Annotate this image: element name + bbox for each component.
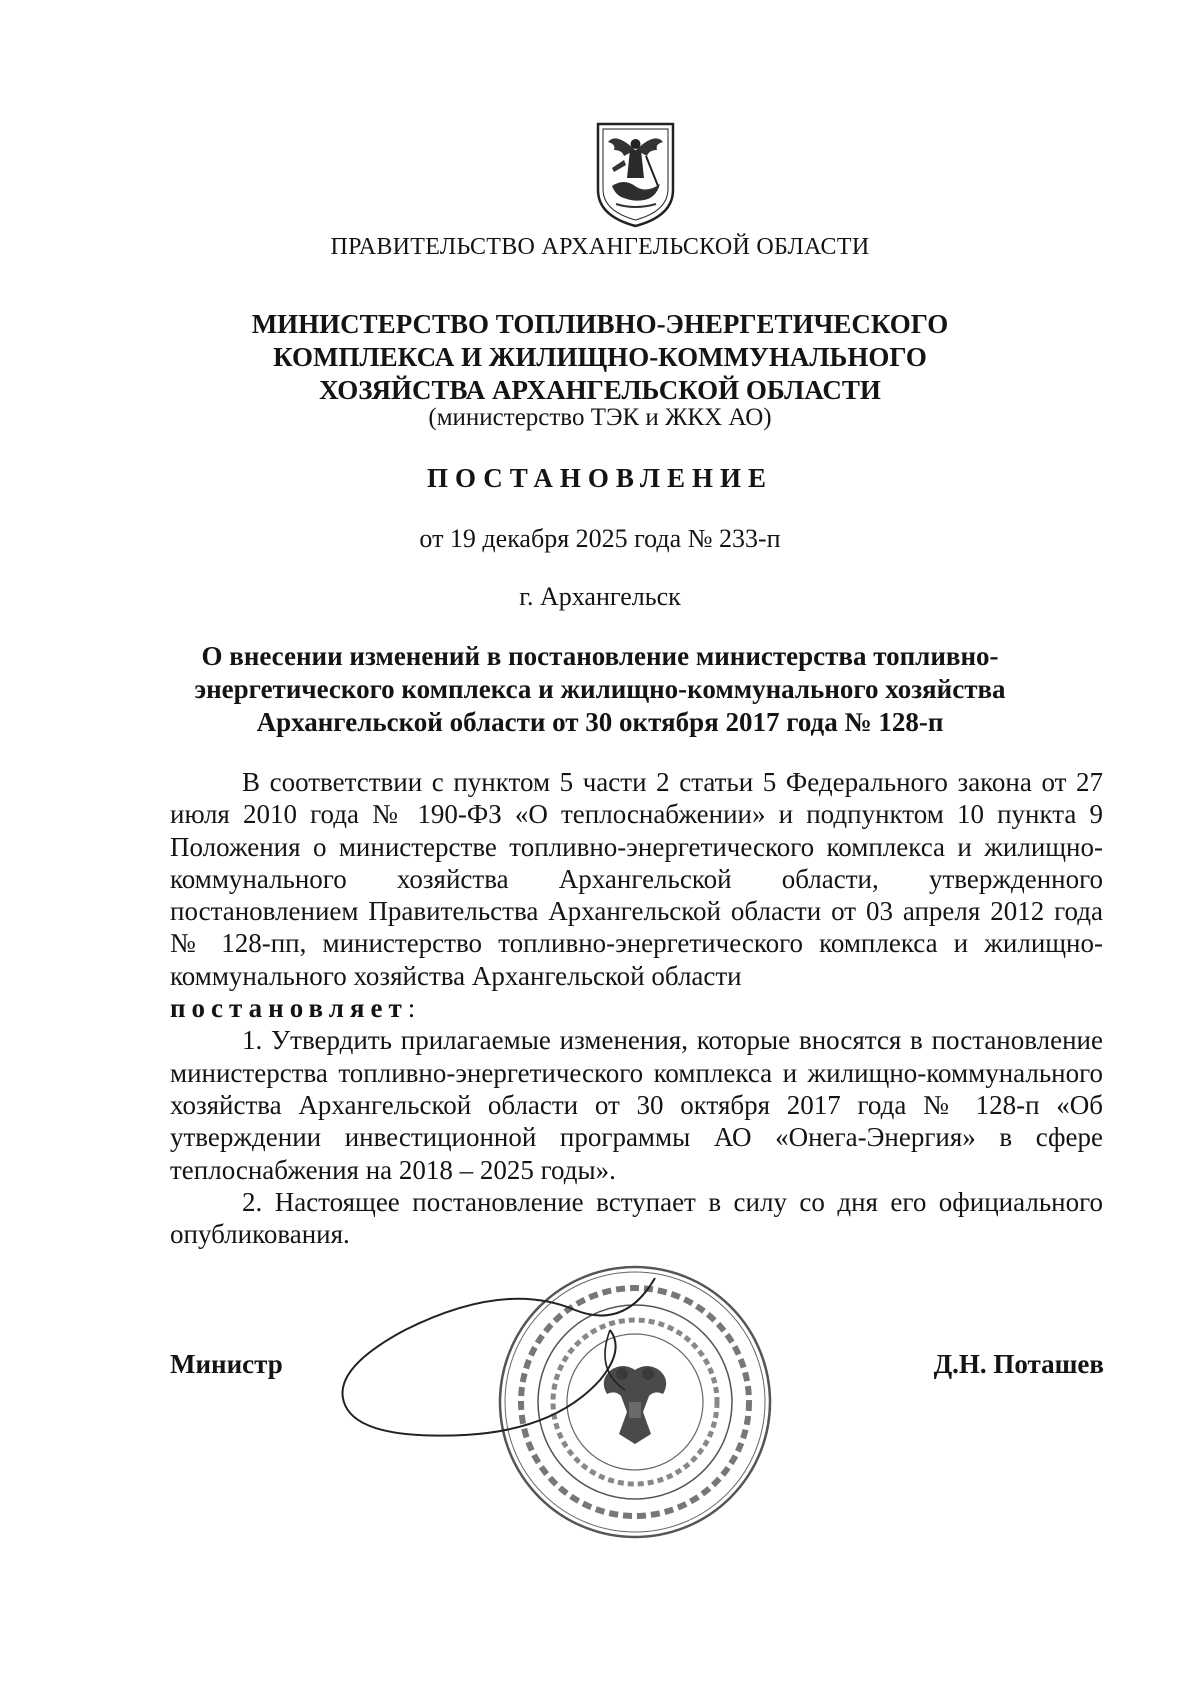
item-paragraph: 1. Утвердить прилагаемые изменения, которые вносятся в постановление министерства топливно-энергетического комплекса и жилищно-коммунального хозяйства Архангельской области от 30 октября 2017 года № 128-п «Об утверждении инвестиционной программы АО «Онега-Энергия» в сфере теплоснабжения на 2018 – 2025 годы». bbox=[170, 1025, 1103, 1185]
document-city: г. Архангельск bbox=[519, 582, 681, 611]
ministry-abbreviation: (министерство ТЭК и ЖКХ АО) bbox=[428, 404, 772, 431]
preamble-paragraph: В соответствии с пунктом 5 части 2 статьи 5 Федерального закона от 27 июля 2010 года № 190-ФЗ «О теплоснабжении» и подпунктом 10 пункта 9 Положения о министерстве топливно-энергетического комплекса и жилищно-коммунального хозяйства Архангельской области, утвержденного постановлением Правительства Архангельской области от 03 апреля 2012 года № 128-пп, министерство топливно-энергетического комплекса и жилищно-коммунального хозяйства Архангельской области bbox=[170, 767, 1103, 991]
ministry-title-line: МИНИСТЕРСТВО ТОПЛИВНО-ЭНЕРГЕТИЧЕСКОГО bbox=[251, 309, 949, 339]
subject-line: Архангельской области от 30 октября 2017 года № 128-п bbox=[256, 707, 944, 737]
document-body bbox=[170, 766, 1103, 1250]
signatory-name: Д.Н. Поташев bbox=[933, 1349, 1104, 1379]
subject-line: энергетического комплекса и жилищно-коммунального хозяйства bbox=[194, 674, 1006, 704]
subject-line: О внесении изменений в постановление министерства топливно- bbox=[201, 641, 999, 671]
document-date-number: от 19 декабря 2025 года № 233-п bbox=[419, 524, 781, 553]
signatory-position: Министр bbox=[170, 1349, 283, 1379]
resolves-colon: : bbox=[407, 993, 416, 1024]
government-title: ПРАВИТЕЛЬСТВО АРХАНГЕЛЬСКОЙ ОБЛАСТИ bbox=[330, 234, 870, 260]
ministry-title-line: ХОЗЯЙСТВА АРХАНГЕЛЬСКОЙ ОБЛАСТИ bbox=[319, 375, 881, 405]
item-paragraph: 2. Настоящее постановление вступает в силу со дня его официального опубликования. bbox=[170, 1186, 1103, 1250]
coat-of-arms-icon bbox=[594, 120, 677, 230]
resolves-word: постановляет bbox=[170, 993, 408, 1024]
ministry-title-line: КОМПЛЕКСА И ЖИЛИЩНО-КОММУНАЛЬНОГО bbox=[273, 342, 927, 372]
ministry-title bbox=[0, 308, 1200, 407]
resolves-line bbox=[170, 992, 1103, 1024]
document-type: ПОСТАНОВЛЕНИЕ bbox=[426, 463, 774, 493]
handwritten-signature-icon bbox=[325, 1270, 670, 1455]
document-subject bbox=[150, 640, 1050, 739]
